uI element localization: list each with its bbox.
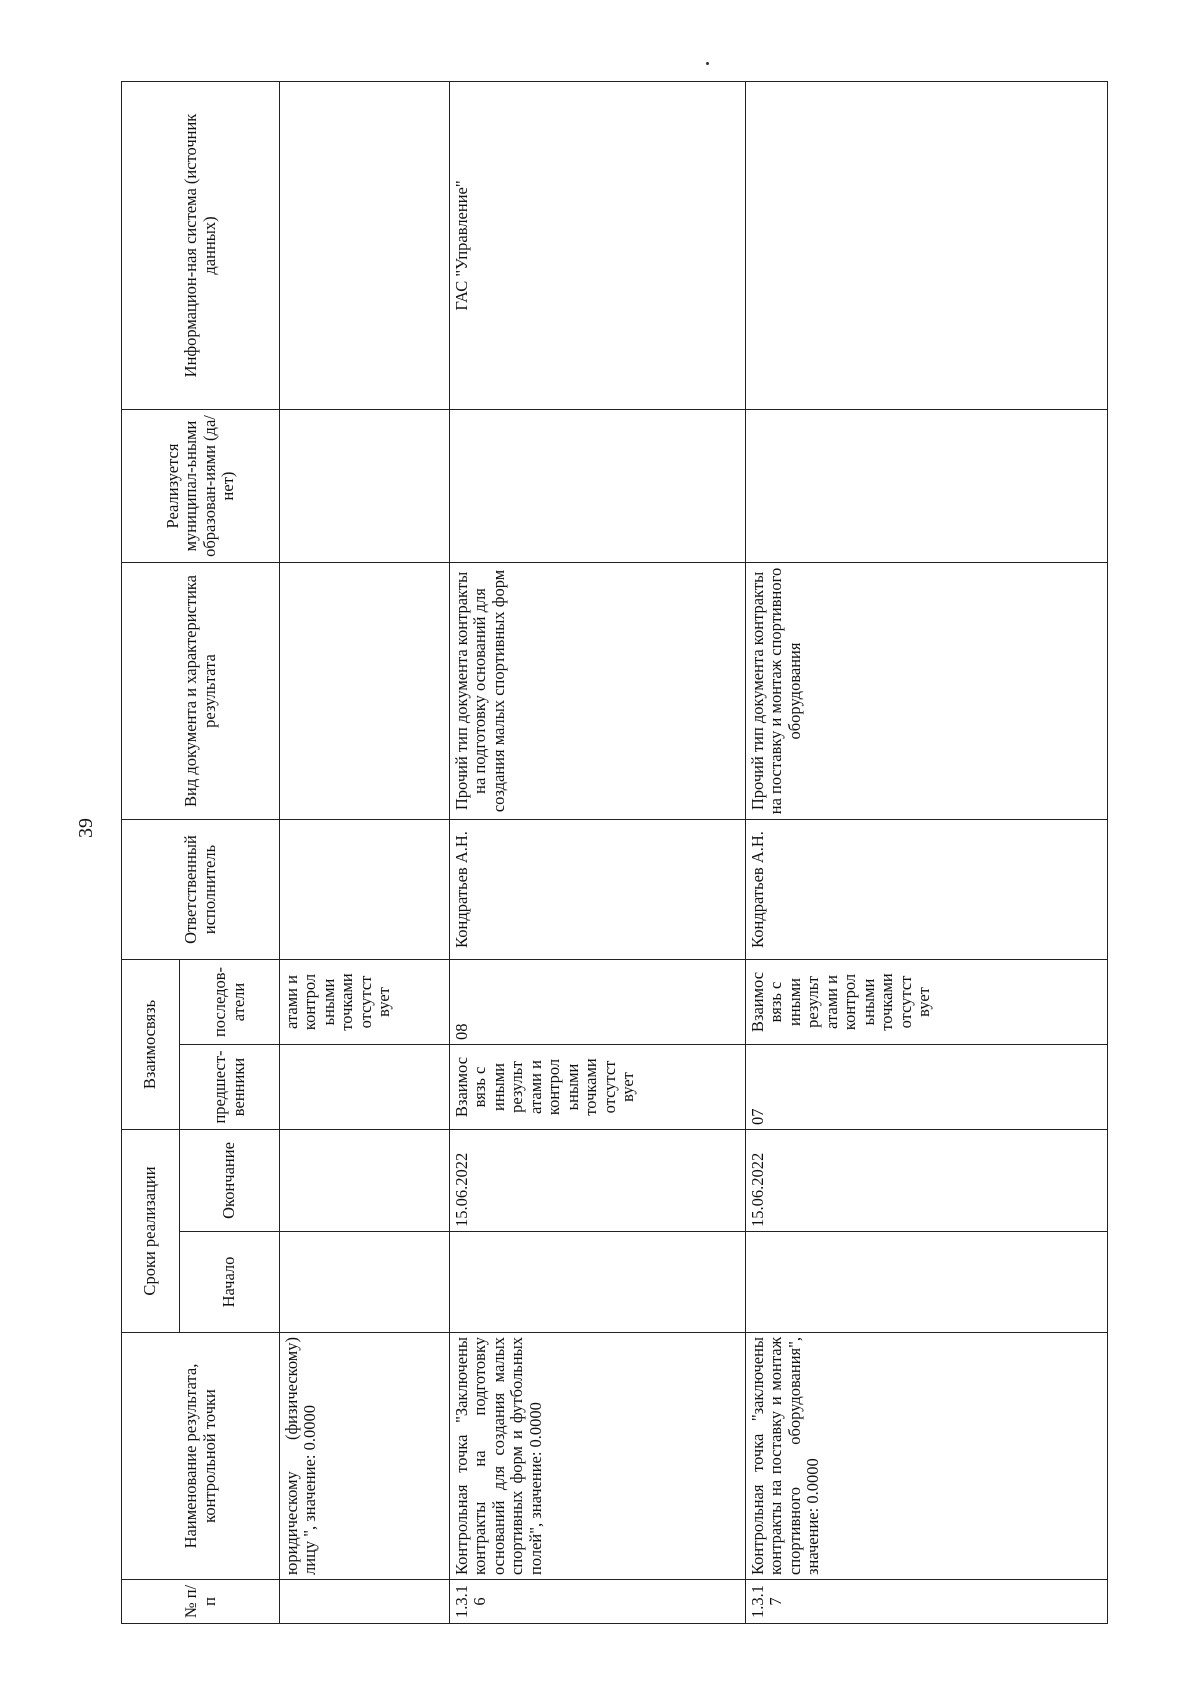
cell-name: Контрольная точка "Заключены контракты на подготовку оснований для создания малых спортивных форм и футбольных полей", значение: 0.0000 bbox=[450, 1333, 746, 1580]
cell-predecessors: 07 bbox=[746, 1045, 1108, 1130]
header-links: Взаимосвязь bbox=[122, 960, 180, 1130]
table-row bbox=[450, 82, 746, 1624]
cell-start bbox=[280, 1232, 450, 1333]
cell-info-system: ГАС "Управление" bbox=[450, 82, 746, 410]
cell-document bbox=[280, 563, 450, 820]
cell-document: Прочий тип документа контракты на подготовку оснований для создания малых спортивных форм bbox=[450, 563, 746, 820]
header-end: Окончание bbox=[180, 1130, 280, 1232]
header-document: Вид документа и характеристика результата bbox=[122, 563, 280, 820]
table-row bbox=[280, 82, 450, 1624]
header-responsible: Ответственный исполнитель bbox=[122, 820, 280, 960]
header-municipal: Реализуется муниципал-ьными образован-иями (да/нет) bbox=[122, 410, 280, 563]
cell-num: 1.3.16 bbox=[450, 1580, 746, 1624]
cell-municipal bbox=[746, 410, 1108, 563]
scan-speck bbox=[706, 62, 709, 65]
cell-num bbox=[280, 1580, 450, 1624]
header-info-system: Информацион-ная система (источник данных) bbox=[122, 82, 280, 410]
header-num: № п/п bbox=[122, 1580, 280, 1624]
cell-start bbox=[746, 1232, 1108, 1333]
cell-end bbox=[280, 1130, 450, 1232]
cell-responsible bbox=[280, 820, 450, 960]
cell-end: 15.06.2022 bbox=[746, 1130, 1108, 1232]
cell-end: 15.06.2022 bbox=[450, 1130, 746, 1232]
cell-responsible: Кондратьев А.Н. bbox=[746, 820, 1108, 960]
page-number: 39 bbox=[75, 818, 97, 838]
cell-responsible: Кондратьев А.Н. bbox=[450, 820, 746, 960]
cell-info-system bbox=[280, 82, 450, 410]
results-table bbox=[121, 81, 1108, 1624]
cell-municipal bbox=[450, 410, 746, 563]
cell-info-system bbox=[746, 82, 1108, 410]
header-terms: Сроки реализации bbox=[122, 1130, 180, 1333]
cell-num: 1.3.17 bbox=[746, 1580, 1108, 1624]
table-row bbox=[746, 82, 1108, 1624]
rotated-table-container bbox=[121, 82, 1107, 1624]
cell-predecessors: Взаимос вязь с иными результ атами и контрол ьными точками отсутст вует bbox=[450, 1045, 746, 1130]
cell-name: юридическому (физическому) лицу ", значение: 0.0000 bbox=[280, 1333, 450, 1580]
cell-successors: Взаимос вязь с иными результ атами и контрол ьными точками отсутст вует bbox=[746, 960, 1108, 1045]
cell-start bbox=[450, 1232, 746, 1333]
header-start: Начало bbox=[180, 1232, 280, 1333]
header-successors: последов-атели bbox=[180, 960, 280, 1045]
cell-name: Контрольная точка "заключены контракты на поставку и монтаж спортивного оборудования", значение: 0.0000 bbox=[746, 1333, 1108, 1580]
header-name: Наименование результата, контрольной точки bbox=[122, 1333, 280, 1580]
cell-document: Прочий тип документа контракты на поставку и монтаж спортивного оборудования bbox=[746, 563, 1108, 820]
cell-municipal bbox=[280, 410, 450, 563]
cell-predecessors bbox=[280, 1045, 450, 1130]
cell-successors: 08 bbox=[450, 960, 746, 1045]
cell-successors: атами и контрол ьными точками отсутст вует bbox=[280, 960, 450, 1045]
header-predecessors: предшест-венники bbox=[180, 1045, 280, 1130]
